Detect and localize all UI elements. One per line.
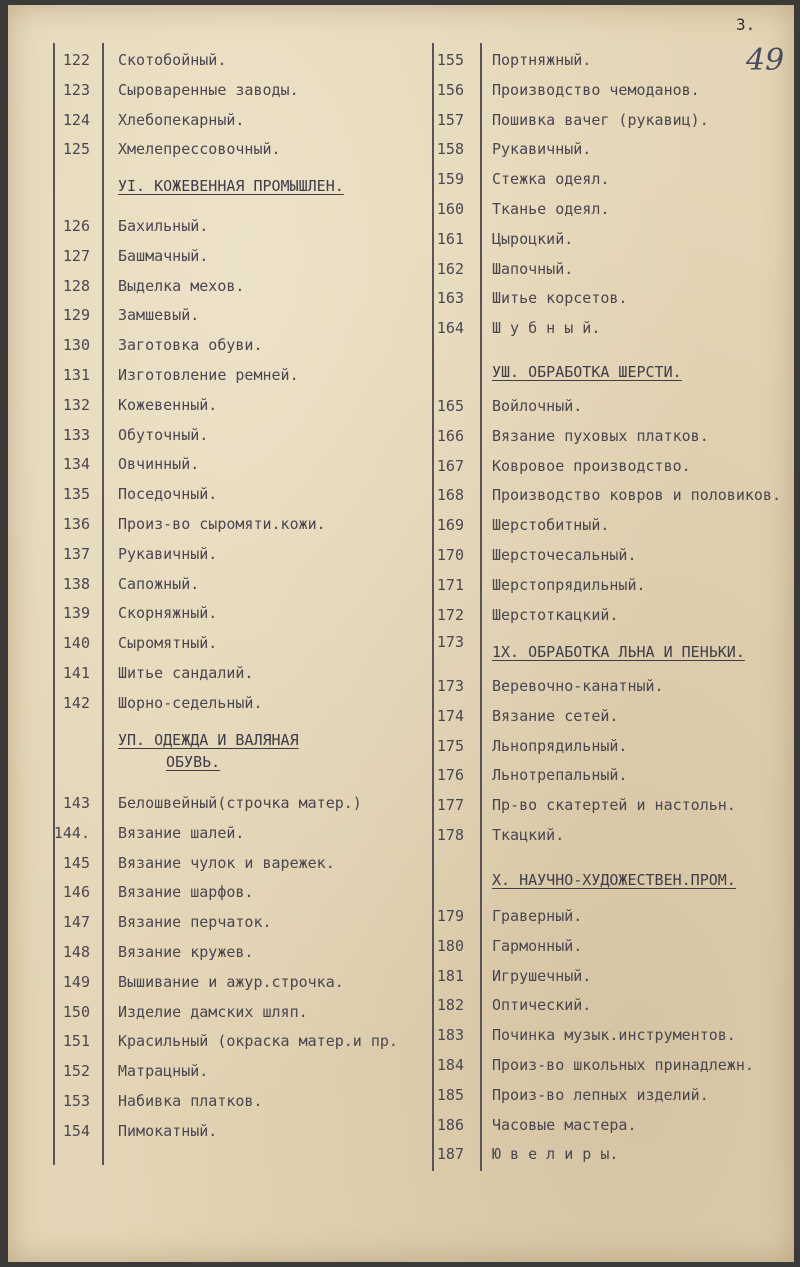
- row-number: 157: [436, 110, 464, 129]
- industry-name: Шитье сандалий.: [118, 664, 254, 682]
- industry-name: Произ-во школьных принадлежн.: [492, 1056, 754, 1074]
- folio-number: 49: [746, 43, 785, 78]
- industry-name: Изготовление ремней.: [118, 366, 299, 384]
- row-number: 137: [62, 544, 90, 563]
- row-number: 155: [436, 51, 464, 69]
- industry-name: Пр-во скатертей и настольн.: [492, 796, 736, 815]
- row-number: 168: [436, 486, 464, 505]
- industry-name: Сыроваренные заводы.: [118, 80, 299, 99]
- row-number: 156: [436, 80, 464, 99]
- row-number: 144.: [53, 823, 90, 842]
- row-number: 167: [436, 456, 464, 475]
- section-heading: Х. НАУЧНО-ХУДОЖЕСТВЕН.ПРОМ.: [492, 871, 736, 889]
- row-number: 148: [62, 943, 90, 961]
- industry-name: Сапожный.: [118, 574, 200, 593]
- industry-name: Хлебопекарный.: [118, 110, 245, 129]
- industry-name: Башмачный.: [118, 246, 209, 265]
- row-number: 173: [436, 633, 464, 651]
- row-number: 152: [62, 1062, 90, 1081]
- row-number: 141: [62, 664, 90, 682]
- industry-name: Белошвейный(строчка матер.): [118, 794, 362, 812]
- row-number: 169: [436, 516, 464, 535]
- row-number: 128: [62, 276, 90, 295]
- industry-name: Войлочный.: [492, 397, 583, 415]
- industry-name: Замшевый.: [118, 306, 200, 325]
- row-number: 134: [62, 455, 90, 474]
- industry-name: Сыромятный.: [118, 634, 218, 653]
- industry-name: Хмелепрессовочный.: [118, 140, 281, 159]
- row-number: 133: [62, 425, 90, 444]
- row-number: 140: [62, 634, 90, 653]
- row-number: 181: [436, 966, 464, 985]
- row-number: 159: [436, 170, 464, 189]
- row-number: 132: [62, 395, 90, 414]
- row-number: 170: [436, 546, 464, 564]
- section-heading: УП. ОДЕЖДА И ВАЛЯНАЯ: [118, 731, 299, 749]
- industry-name: Овчинный.: [118, 455, 200, 474]
- industry-name: Стежка одеял.: [492, 170, 610, 189]
- row-number: 127: [62, 246, 90, 265]
- page-number: 3.: [736, 15, 756, 34]
- row-number: 166: [436, 426, 464, 445]
- industry-name: Ш у б н ы й.: [492, 319, 601, 338]
- industry-name: Гармонный.: [492, 936, 583, 955]
- industry-name: Набивка платков.: [118, 1092, 263, 1110]
- industry-name: Шорно-седельный.: [118, 693, 263, 712]
- row-number: 124: [62, 110, 90, 129]
- row-number: 147: [62, 913, 90, 932]
- industry-name: Шерстопрядильный.: [492, 575, 646, 594]
- row-number: 179: [436, 907, 464, 925]
- row-number: 160: [436, 200, 464, 218]
- industry-name: Вязание кружев.: [118, 943, 254, 961]
- industry-name: Цыроцкий.: [492, 229, 574, 248]
- industry-name: Льнопрядильный.: [492, 736, 628, 755]
- industry-name: Выделка мехов.: [118, 276, 245, 295]
- row-number: 138: [62, 574, 90, 593]
- industry-name: Вязание пуховых платков.: [492, 426, 709, 445]
- row-number: 135: [62, 485, 90, 504]
- industry-name: Шерстобитный.: [492, 516, 610, 535]
- industry-name: Рукавичный.: [118, 544, 218, 563]
- row-number: 125: [62, 140, 90, 159]
- industry-name: Оптический.: [492, 996, 592, 1015]
- row-number: 163: [436, 289, 464, 308]
- row-number: 186: [436, 1115, 464, 1134]
- row-number: 185: [436, 1085, 464, 1104]
- industry-name: Часовые мастера.: [492, 1115, 637, 1134]
- industry-name: Вязание перчаток.: [118, 913, 272, 932]
- industry-name: Изделие дамских шляп.: [118, 1002, 308, 1021]
- row-number: 173: [436, 677, 464, 695]
- industry-name: Матрацный.: [118, 1062, 209, 1081]
- row-number: 122: [62, 51, 90, 69]
- industry-name: Произ-во лепных изделий.: [492, 1085, 709, 1104]
- industry-name: Игрушечный.: [492, 966, 592, 985]
- right-number-rule: [480, 43, 482, 1171]
- industry-name: Красильный (окраска матер.и пр.: [118, 1032, 398, 1051]
- row-number: 175: [436, 736, 464, 755]
- industry-name: Вязание шалей.: [118, 823, 245, 842]
- row-number: 176: [436, 766, 464, 785]
- industry-name: Поседочный.: [118, 485, 218, 504]
- industry-name: Ю в е л и р ы.: [492, 1145, 619, 1164]
- industry-name: Шерсточесальный.: [492, 546, 637, 564]
- industry-name: Производство чемоданов.: [492, 80, 700, 99]
- row-number: 151: [62, 1032, 90, 1051]
- row-number: 146: [62, 883, 90, 902]
- row-number: 143: [62, 794, 90, 812]
- row-number: 145: [62, 853, 90, 872]
- industry-name: Портняжный.: [492, 51, 592, 69]
- document-page: [8, 5, 794, 1262]
- industry-name: Бахильный.: [118, 217, 209, 235]
- industry-name: Тканье одеял.: [492, 200, 610, 218]
- industry-name: Производство ковров и половиков.: [492, 486, 781, 505]
- section-heading: УI. КОЖЕВЕННАЯ ПРОМЫШЛЕН.: [118, 177, 344, 195]
- industry-name: Шитье корсетов.: [492, 289, 628, 308]
- industry-name: Кожевенный.: [118, 395, 218, 414]
- industry-name: Ткацкий.: [492, 826, 565, 844]
- row-number: 153: [62, 1092, 90, 1110]
- row-number: 129: [62, 306, 90, 325]
- row-number: 182: [436, 996, 464, 1015]
- industry-name: Рукавичный.: [492, 140, 592, 159]
- row-number: 172: [436, 605, 464, 624]
- row-number: 184: [436, 1056, 464, 1074]
- section-heading: 1Х. ОБРАБОТКА ЛЬНА И ПЕНЬКИ.: [492, 643, 745, 661]
- row-number: 174: [436, 706, 464, 725]
- row-number: 150: [62, 1002, 90, 1021]
- industry-name: Починка музык.инструментов.: [492, 1026, 736, 1045]
- industry-name: Вязание шарфов.: [118, 883, 254, 902]
- row-number: 162: [436, 259, 464, 278]
- row-number: 154: [62, 1121, 90, 1140]
- industry-name: Шерстоткацкий.: [492, 605, 619, 624]
- row-number: 149: [62, 972, 90, 991]
- industry-name: Вязание сетей.: [492, 706, 619, 725]
- industry-name: Вязание чулок и варежек.: [118, 853, 335, 872]
- industry-name: Заготовка обуви.: [118, 336, 263, 355]
- industry-name: Шапочный.: [492, 259, 574, 278]
- row-number: 178: [436, 826, 464, 844]
- row-number: 177: [436, 796, 464, 815]
- left-number-rule: [102, 43, 104, 1165]
- row-number: 139: [62, 604, 90, 623]
- row-number: 136: [62, 515, 90, 533]
- industry-name: Веревочно-канатный.: [492, 677, 664, 695]
- industry-name: Пимокатный.: [118, 1121, 218, 1140]
- industry-name: Произ-во сыромяти.кожи.: [118, 515, 326, 533]
- industry-name: Скорняжный.: [118, 604, 218, 623]
- section-heading-continuation: ОБУВЬ.: [166, 753, 221, 771]
- row-number: 161: [436, 229, 464, 248]
- industry-name: Обуточный.: [118, 425, 209, 444]
- industry-name: Пошивка вачег (рукавиц).: [492, 110, 709, 129]
- row-number: 171: [436, 575, 464, 594]
- row-number: 165: [436, 397, 464, 415]
- industry-name: Вышивание и ажур.строчка.: [118, 972, 344, 991]
- row-number: 123: [62, 80, 90, 99]
- row-number: 164: [436, 319, 464, 338]
- row-number: 158: [436, 140, 464, 159]
- row-number: 131: [62, 366, 90, 384]
- industry-name: Граверный.: [492, 907, 583, 925]
- row-number: 183: [436, 1026, 464, 1045]
- row-number: 187: [436, 1145, 464, 1164]
- industry-name: Ковровое производство.: [492, 456, 691, 475]
- section-heading: УШ. ОБРАБОТКА ШЕРСТИ.: [492, 363, 682, 381]
- row-number: 126: [62, 217, 90, 235]
- row-number: 180: [436, 936, 464, 955]
- industry-name: Скотобойный.: [118, 51, 227, 69]
- row-number: 130: [62, 336, 90, 355]
- row-number: 142: [62, 693, 90, 712]
- industry-name: Льнотрепальный.: [492, 766, 628, 785]
